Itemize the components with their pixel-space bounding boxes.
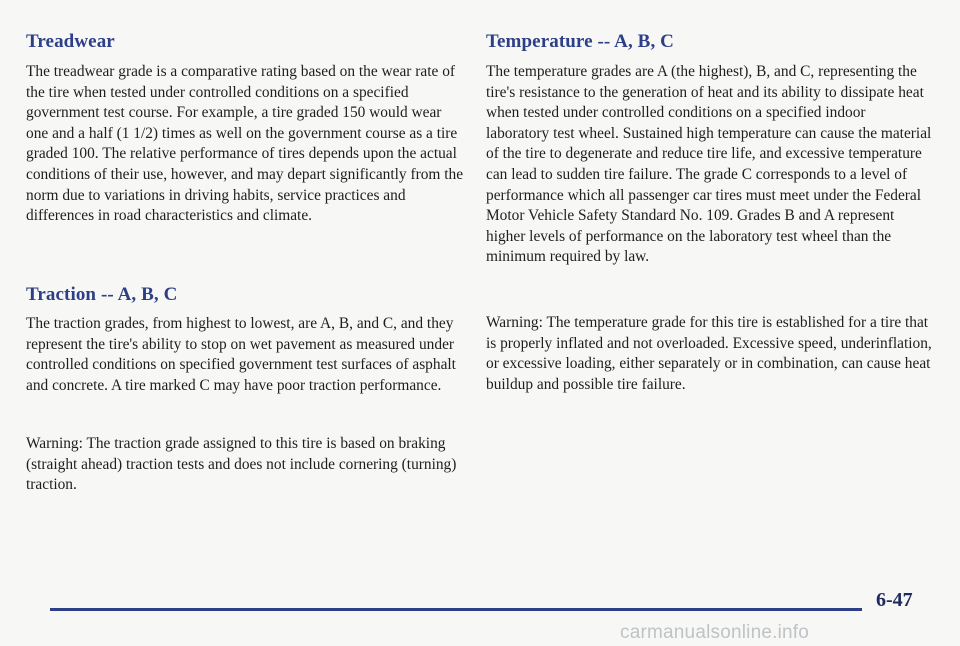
temperature-paragraph: The temperature grades are A (the highest), B, and C, representing the tire's resistance to the generation of heat and its ability to dissipate heat when tested under controlled conditions on a specified indoor laboratory test wheel. Sustained high temperature can cause the material of the tire to degenerate and reduce tire life, and excessive temperature can lead to sudden tire failure. The grade C corresponds to a level of performance which all passenger car tires must meet under the Federal Motor Vehicle Safety Standard No. 109. Grades B and A represent higher levels of performance on the laboratory test wheel than the minimum required by law. [486,63,932,266]
treadwear-paragraph: The treadwear grade is a comparative rating based on the wear rate of the tire when tested under controlled conditions on a specified government test course. For example, a tire graded 150 would wear one and a half (1 1/2) times as well on the government course as a tire graded 100. The relative performance of tires depends upon the actual conditions of their use, however, and may depart significantly from the norm due to variations in driving habits, service practices and differences in road characteristics and climate. [26,63,464,225]
page-number: 6-47 [876,589,913,611]
temperature-warning: Warning: The temperature grade for this tire is established for a tire that is properly inflated and not overloaded. Excessive speed, underinflation, or excessive loading, either separately or in combination, can cause heat buildup and possible tire failure. [486,314,932,393]
watermark: carmanualsonline.info [620,622,810,643]
traction-heading: Traction -- A, B, C [26,284,178,305]
footer-rule [50,608,862,611]
traction-paragraph: The traction grades, from highest to lowest, are A, B, and C, and they represent the tire's ability to stop on wet pavement as measured under controlled conditions on specified government test surfaces of asphalt and concrete. A tire marked C may have poor traction performance. [26,315,456,394]
treadwear-heading: Treadwear [26,31,115,52]
temperature-heading: Temperature -- A, B, C [486,31,674,52]
traction-warning: Warning: The traction grade assigned to this tire is based on braking (straight ahead) traction tests and does not include cornering (turning) traction. [26,435,457,494]
